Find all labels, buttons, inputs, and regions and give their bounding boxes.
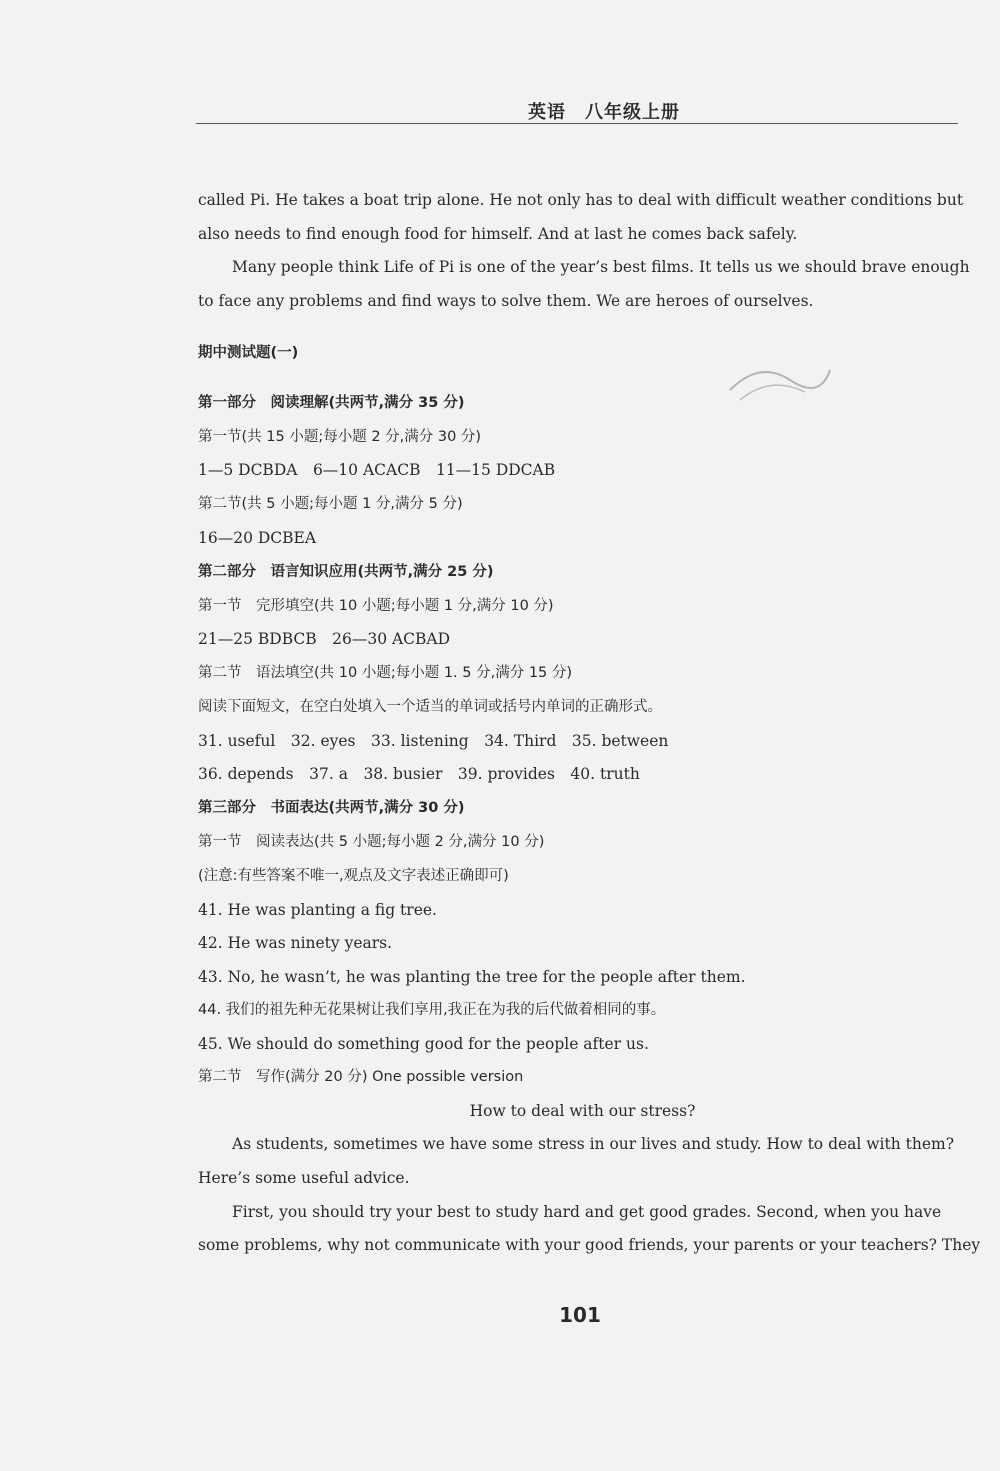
essay-line: As students, sometimes we have some stress in our lives and study. How to deal with them? — [232, 1135, 955, 1153]
answer-line: 41. He was planting a fig tree. — [198, 901, 437, 919]
passage-line: called Pi. He takes a boat trip alone. He not only has to deal with difficult weather conditions but — [198, 191, 964, 209]
essay-line: Here’s some useful advice. — [198, 1169, 410, 1187]
part-heading: 第一部分 阅读理解(共两节,满分 35 分) — [198, 395, 465, 411]
section-title: 期中测试题(一) — [198, 345, 299, 361]
pencil-scribble-icon — [720, 340, 840, 420]
passage-line: to face any problems and find ways to solve them. We are heroes of ourselves. — [198, 292, 814, 310]
essay-line: some problems, why not communicate with your good friends, your parents or your teachers? They — [198, 1236, 981, 1254]
passage-line: Many people think Life of Pi is one of the year’s best films. It tells us we should brave enough — [232, 258, 970, 276]
answer-line: 31. useful 32. eyes 33. listening 34. Third 35. between — [198, 732, 669, 750]
note-line: (注意:有些答案不唯一,观点及文字表述正确即可) — [198, 868, 509, 884]
answer-line: 36. depends 37. a 38. busier 39. provides 40. truth — [198, 765, 640, 783]
section-heading: 第二节 语法填空(共 10 小题;每小题 1. 5 分,满分 15 分) — [198, 665, 573, 681]
section-heading: 第二节(共 5 小题;每小题 1 分,满分 5 分) — [198, 496, 463, 512]
essay-title: How to deal with our stress? — [469, 1102, 696, 1120]
part-heading: 第二部分 语言知识应用(共两节,满分 25 分) — [198, 564, 494, 580]
answer-line: 16—20 DCBEA — [198, 529, 317, 547]
header-divider — [196, 123, 958, 124]
section-heading: 第二节 写作(满分 20 分) One possible version — [198, 1069, 524, 1085]
essay-line: First, you should try your best to study hard and get good grades. Second, when you have — [232, 1203, 942, 1221]
section-heading: 第一节 完形填空(共 10 小题;每小题 1 分,满分 10 分) — [198, 598, 554, 614]
answer-line: 1—5 DCBDA 6—10 ACACB 11—15 DDCAB — [198, 461, 556, 479]
part-heading: 第三部分 书面表达(共两节,满分 30 分) — [198, 800, 465, 816]
answer-line: 44. 我们的祖先种无花果树让我们享用,我正在为我的后代做着相同的事。 — [198, 1002, 666, 1018]
passage-line: also needs to find enough food for himself. And at last he comes back safely. — [198, 225, 798, 243]
answer-line: 43. No, he wasn’t, he was planting the tree for the people after them. — [198, 968, 746, 986]
section-heading: 第一节(共 15 小题;每小题 2 分,满分 30 分) — [198, 429, 482, 445]
header-title: 英语 八年级上册 — [528, 102, 680, 123]
answer-line: 45. We should do something good for the people after us. — [198, 1035, 649, 1053]
section-heading: 第一节 阅读表达(共 5 小题;每小题 2 分,满分 10 分) — [198, 834, 545, 850]
answer-line: 21—25 BDBCB 26—30 ACBAD — [198, 630, 451, 648]
instruction-line: 阅读下面短文，在空白处填入一个适当的单词或括号内单词的正确形式。 — [198, 699, 662, 715]
answer-line: 42. He was ninety years. — [198, 934, 393, 952]
page-number: 101 — [559, 1303, 601, 1327]
